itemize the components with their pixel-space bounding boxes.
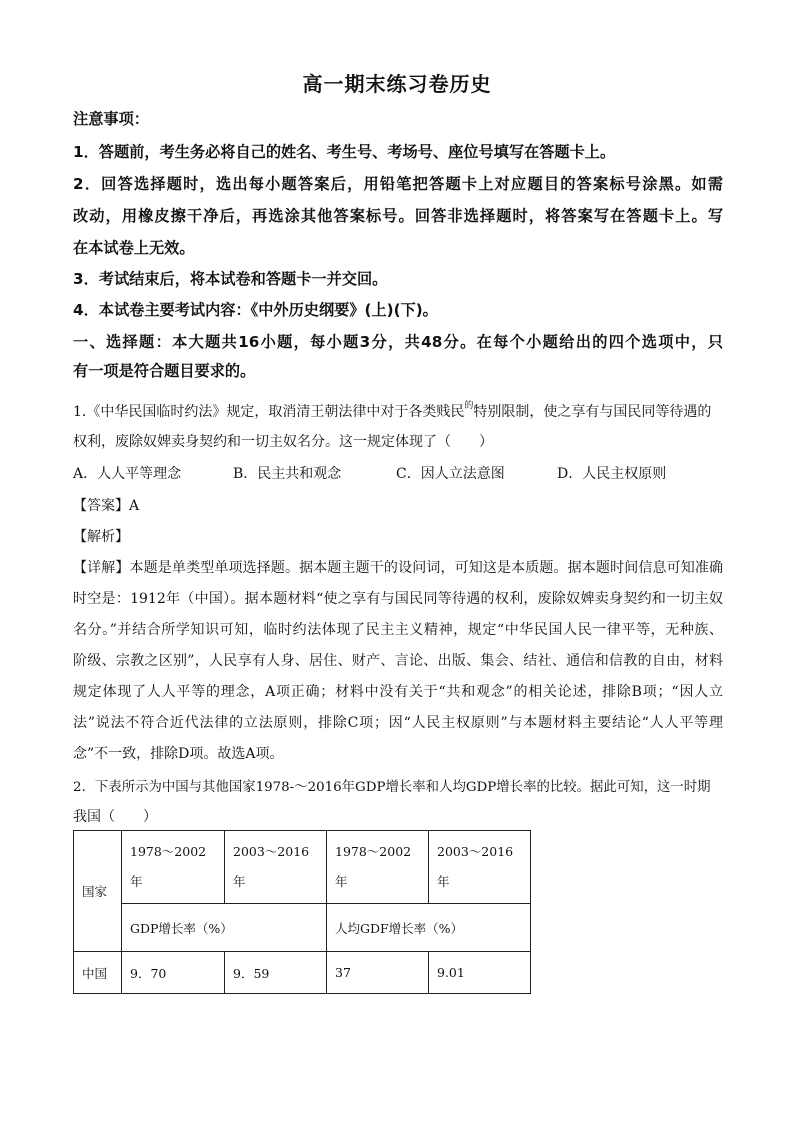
year-suffix: 年 [335, 874, 348, 889]
period-label: 2003～2016 [233, 844, 310, 859]
q1-detail-line-3: 名分。”并结合所学知识可知，临时约法体现了民主主义精神，规定“中华民国人民一律平等，无种族、 [73, 622, 723, 638]
notice-item-4: 4．本试卷主要考试内容：《中外历史纲要》(上)(下)。 [73, 301, 438, 319]
table-header-period [122, 831, 225, 904]
q2-table [73, 830, 531, 994]
notice-item-2-line-3: 在本试卷上无效。 [73, 239, 195, 257]
q1-stem-superscript: 的 [464, 401, 474, 411]
q1-detail-line-5: 规定体现了人人平等的理念，A项正确；材料中没有关于“共和观念”的相关论述，排除B项；“因人立 [73, 684, 723, 700]
year-suffix: 年 [233, 874, 246, 889]
q1-option-b: B．民主共和观念 [233, 466, 342, 482]
year-suffix: 年 [437, 874, 450, 889]
period-label: 1978～2002 [130, 844, 207, 859]
page-title: 高一期末练习卷历史 [302, 72, 492, 96]
table-cell: 37 [327, 952, 429, 994]
table-header-period [327, 831, 429, 904]
q1-detail-line-7: 念”不一致，排除D项。故选A项。 [73, 746, 284, 762]
q1-analysis-label: 【解析】 [73, 529, 129, 545]
period-label: 2003～2016 [437, 844, 514, 859]
notice-item-2-line-2: 改动，用橡皮擦干净后，再选涂其他答案标号。回答非选择题时，将答案写在答题卡上。写 [73, 207, 723, 225]
q2-stem-line-2: 我国（ ） [73, 809, 157, 825]
table-cell: 9．59 [225, 952, 327, 994]
q1-detail-line-2: 时空是：1912年（中国）。据本题材料“使之享有与国民同等待遇的权利，废除奴婢卖身契约和一切主奴 [73, 591, 723, 607]
table-row [74, 952, 531, 994]
q1-stem-part-b: 特别限制，使之享有与国民同等待遇的 [473, 404, 712, 420]
period-label: 1978～2002 [335, 844, 412, 859]
section-heading-line-1: 一、选择题：本大题共16小题，每小题3分，共48分。在每个小题给出的四个选项中，只 [73, 333, 723, 351]
q1-option-d: D．人民主权原则 [557, 466, 667, 482]
q2-stem-line-1: 2．下表所示为中国与其他国家1978-～2016年GDP增长率和人均GDP增长率的比较。据此可知，这一时期 [73, 780, 711, 795]
table-row [74, 831, 531, 904]
table-header-country: 国家 [74, 831, 122, 952]
notice-item-3: 3．考试结束后，将本试卷和答题卡一并交回。 [73, 270, 388, 288]
q1-stem-line-2: 权利，废除奴婢卖身契约和一切主奴名分。这一规定体现了（ ） [73, 434, 493, 450]
table-row [74, 904, 531, 952]
notice-item-1: 1．答题前，考生务必将自己的姓名、考生号、考场号、座位号填写在答题卡上。 [73, 143, 616, 161]
q1-option-c: C．因人立法意图 [396, 466, 505, 482]
section-heading-line-2: 有一项是符合题目要求的。 [73, 362, 256, 380]
year-suffix: 年 [130, 874, 143, 889]
q1-option-a: A．人人平等理念 [73, 466, 182, 482]
table-cell: 9．70 [122, 952, 225, 994]
table-header-period [225, 831, 327, 904]
table-header-gdp-growth: GDP增长率（%） [122, 904, 327, 952]
q1-detail-line-4: 阶级、宗教之区别”，人民享有人身、居住、财产、言论、出版、集会、结社、通信和信教的自由，材料 [73, 653, 723, 669]
table-cell: 9.01 [429, 952, 531, 994]
q1-stem-line-1 [73, 398, 723, 421]
notice-item-2-line-1: 2．回答选择题时，选出每小题答案后，用铅笔把答题卡上对应题目的答案标号涂黑。如需 [73, 175, 723, 193]
q1-stem-part-a: 1.《中华民国临时约法》规定，取消清王朝法律中对于各类贱民 [73, 404, 465, 420]
q1-options [73, 463, 723, 483]
q1-answer: 【答案】A [73, 498, 140, 514]
table-header-period [429, 831, 531, 904]
table-header-per-capita-growth: 人均GDF增长率（%） [327, 904, 531, 952]
notice-heading: 注意事项： [73, 110, 149, 128]
q1-detail-line-6: 法”说法不符合近代法律的立法原则，排除C项；因“人民主权原则”与本题材料主要结论“人人平等理 [73, 715, 723, 731]
q1-detail-line-1: 【详解】本题是单类型单项选择题。据本题主题干的设问词，可知这是本质题。据本题时间信息可知准确 [73, 560, 723, 576]
table-cell-country: 中国 [74, 952, 122, 994]
